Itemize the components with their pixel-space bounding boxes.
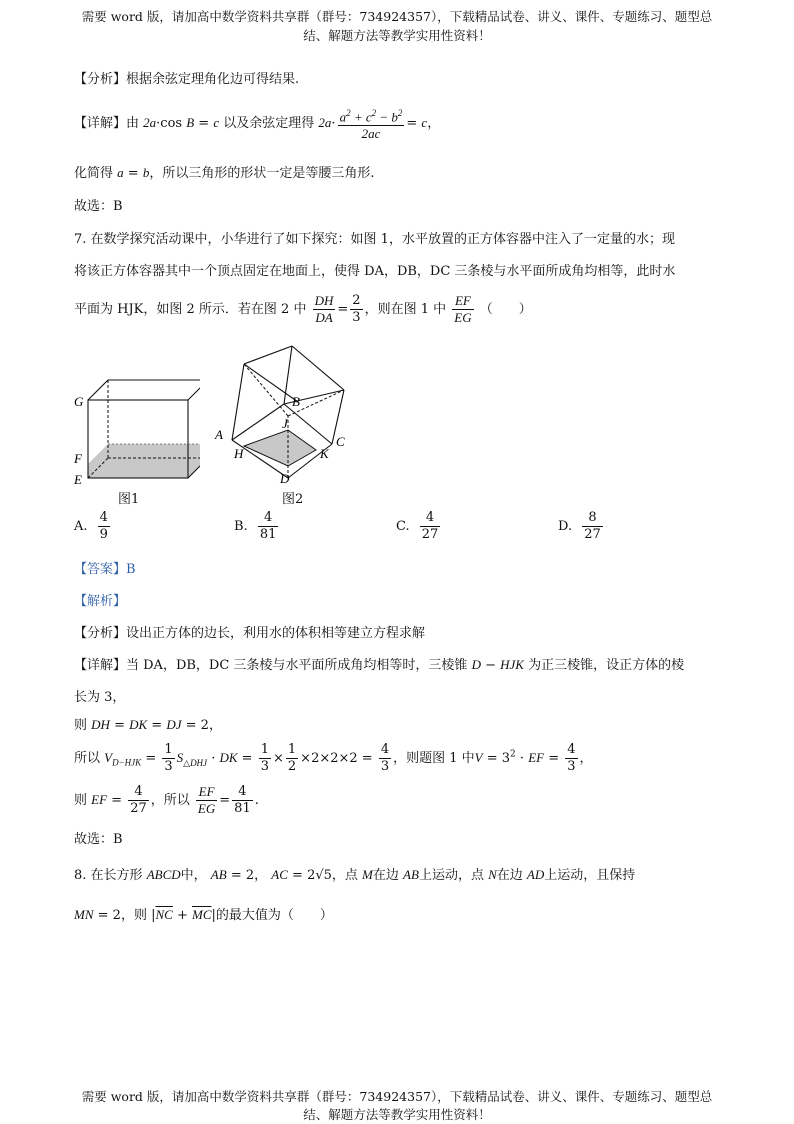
label-K: K — [320, 446, 329, 461]
figure-1-caption: 图1 — [118, 492, 140, 507]
footer-line-1: 需要 word 版，请加高中数学资料共享群（群号：734924357），下载精品试卷、讲义、课件、专题练习、题型总 — [81, 1089, 713, 1104]
label-G: G — [74, 394, 84, 409]
label-H: H — [234, 446, 244, 461]
q7-detail-1: 【详解】当 DA，DB，DC 三条棱与水平面所成角均相等时，三棱锥 D − HJK 为正三棱锥，设正方体的棱 — [74, 657, 685, 673]
water-plane-HJK — [244, 430, 316, 466]
water-top-surface — [88, 444, 200, 464]
q7-choice: 故选：B — [74, 832, 123, 847]
q6-choice: 故选：B — [74, 199, 123, 214]
q8-stem-line-1: 8. 在长方形 ABCD中， AB = 2， AC = 2√5，点 M在边 AB上运动，点 N在边 AD上运动，且保持 — [74, 867, 636, 883]
label-J: J — [282, 416, 288, 431]
q7-stem-line-1: 7. 在数学探究活动课中，小华进行了如下探究：如图 1，水平放置的正方体容器中注入了一定量的水；现 — [74, 232, 675, 247]
label-B: B — [292, 394, 300, 409]
figure-2-caption: 图2 — [282, 492, 304, 507]
q7-analysis: 【分析】设出正方体的边长，利用水的体积相等建立方程求解 — [74, 626, 426, 641]
header-line-1: 需要 word 版，请加高中数学资料共享群（群号：734924357），下载精品试卷、讲义、课件、专题练习、题型总 — [81, 9, 713, 24]
q6-analysis: 【分析】根据余弦定理角化边可得结果. — [74, 72, 300, 87]
option-d[interactable]: D. $\frac{8}{27}$ — [558, 510, 601, 542]
header-line-2: 结、解题方法等教学实用性资料！ — [303, 28, 491, 43]
q6-simplify: 化简得 a = b，所以三角形的形状一定是等腰三角形. — [74, 165, 375, 181]
label-A: A — [215, 427, 223, 442]
label-C: C — [336, 434, 345, 449]
q8-stem-line-2: MN = 2，则 $|\overline{NC} + \overline{MC}|$的最大值为（ ） — [74, 907, 333, 923]
water-front-face — [88, 464, 188, 478]
footer-line-2: 结、解题方法等教学实用性资料！ — [303, 1107, 491, 1122]
option-c[interactable]: C. $\frac{4}{27}$ — [396, 510, 439, 542]
label-F: F — [74, 451, 82, 466]
q7-answer: 【答案】B — [74, 562, 136, 577]
option-b[interactable]: B. $\frac{4}{81}$ — [234, 510, 277, 542]
figure-2-tilted-cube — [210, 340, 360, 490]
q7-detail-2: 长为 3， — [74, 690, 126, 705]
label-E: E — [74, 472, 82, 487]
option-a[interactable]: A. $\frac{4}{9}$ — [74, 510, 108, 542]
q7-stem-line-2: 将该正方体容器其中一个顶点固定在地面上，使得 DA，DB，DC 三条棱与水平面所成角均相等，此时水 — [74, 264, 676, 279]
q7-stem-line-3: 平面为 HJK，如图 2 所示．若在图 2 中 $\frac{DH}{DA}$ = $\frac{2}{3}$ ，则在图 1 中 $\frac{EF}{EG}$ （ ） — [74, 293, 532, 325]
q7-detail-5: 则 EF = $\frac{4}{27}$ ，所以 $\frac{EF}{EG}$ = $\frac{4}{81}$ . — [74, 784, 259, 816]
q7-detail-3: 则 DH = DK = DJ = 2， — [74, 717, 222, 733]
label-D: D — [280, 471, 290, 486]
q7-detail-4: 所以 $V_{D-HJK}$ = $\frac{1}{3}$ $S_{\triangle DHJ}$ · DK = $\frac{1}{3}$ × $\frac{1}{2}$ ×2×2×2 = $\frac{4}{3}$ ，则题图 1 中$V = 3^2$ · EF = $\frac{4}{3}$ ， — [74, 742, 593, 774]
q7-jiexi: 【解析】 — [74, 594, 127, 609]
law-of-cosines-fraction: $\frac{a^2 + c^2 - b^2}{2ac}$ — [338, 105, 405, 142]
q6-detail: 【详解】由 2a·cos B = c 以及余弦定理得 2a· $\frac{a^2 + c^2 - b^2}{2ac}$ = c， — [74, 105, 440, 142]
